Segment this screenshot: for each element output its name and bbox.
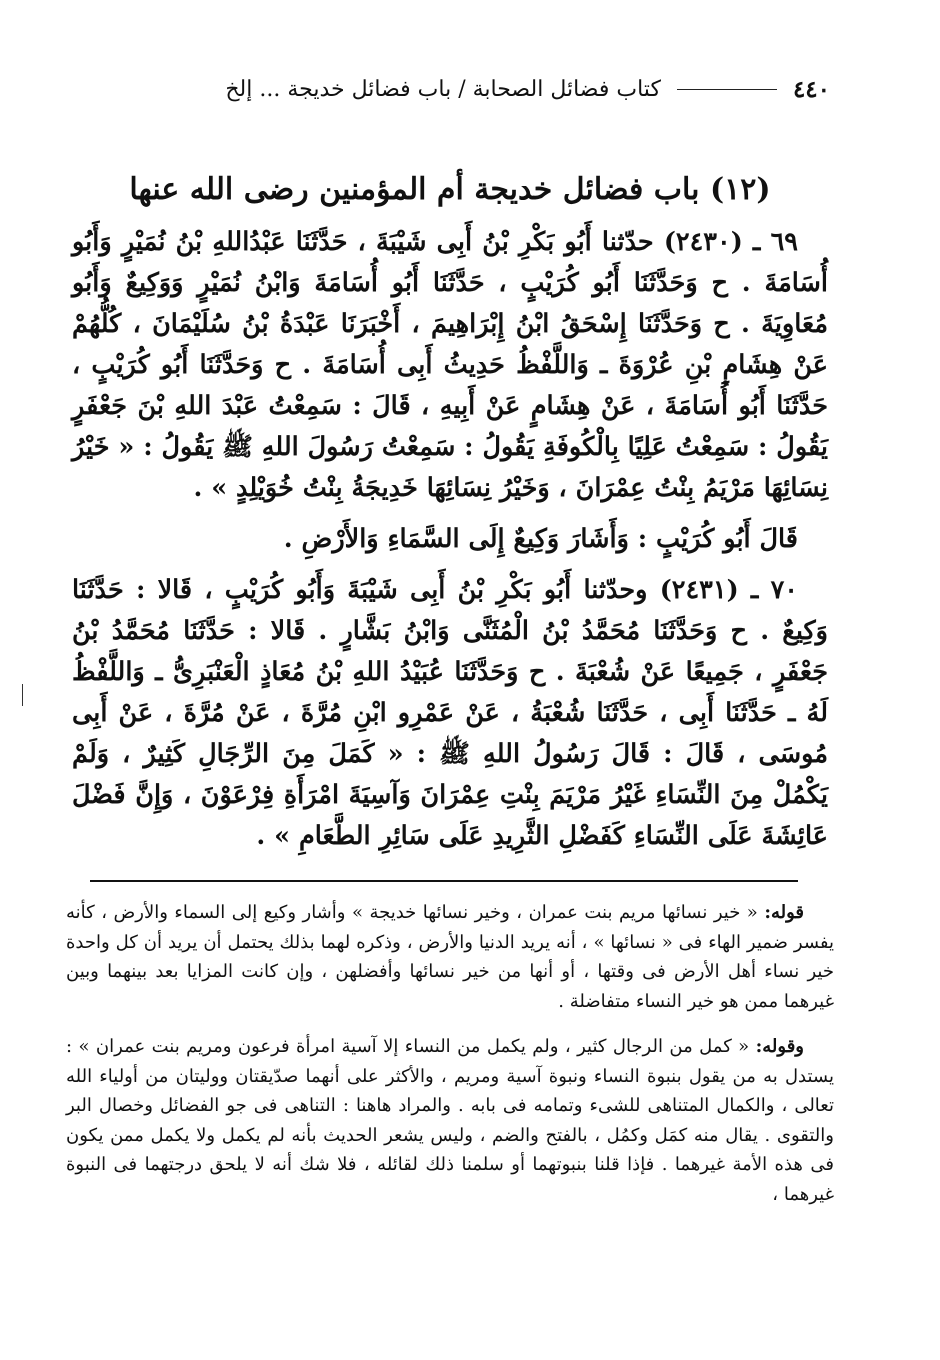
commentary bbox=[66, 898, 834, 1209]
running-header bbox=[32, 72, 830, 106]
commentary-text: « كمل من الرجال كثير ، ولم يكمل من النساء إلا آسية امرأة فرعون ومريم بنت عمران » : يستدل به من يقول بنبوة النساء ونبوة آسية ومريم ، والأكثر على أنهما صدّيقتان ووليتان من أولياء الله تعالى ، والكمال المتناهى للشىء وتمامه فى بابه . والمراد هاهنا : التناهى فى جو الفضائل وخصال البر والتقوى . يقال منه كمَل وكمُل ، بالفتح والضم ، وليس يشعر الحديث بأنه لم يكمل ولا يكمل ممن يكون فى هذه الأمة غيرهما . فإذا قلنا بنبوتهما أو سلمنا ذلك لقائله ، فلا شك أنه لا يلحق درجتهما فى النبوة غيرهما ، bbox=[66, 1036, 834, 1205]
hadith-text bbox=[72, 222, 828, 857]
commentary-paragraph bbox=[66, 898, 834, 1016]
commentary-lead: وقوله: bbox=[755, 1036, 804, 1057]
header-rule bbox=[677, 89, 777, 90]
running-title: كتاب فضائل الصحابة / باب فضائل خديجة ... إلخ bbox=[225, 76, 661, 102]
footnote-divider bbox=[90, 880, 798, 882]
commentary-text: « خير نسائها مريم بنت عمران ، وخير نسائها خديجة » وأشار وكيع إلى السماء والأرض ، كأنه يفسر ضمير الهاء فى « نسائها » ، أنه يريد الدنيا والأرض ، وذكره لهما بذلك يحتمل أن يريد أن كل واحدة خير نساء أهل الأرض فى وقتها ، أو أنها من خير نسائها وأفضلهن ، وإن كانت المزايا بعد بينهما وبين غيرهما ممن هو خير النساء متفاضلة . bbox=[66, 902, 834, 1012]
scan-margin-mark bbox=[22, 684, 23, 706]
commentary-lead: قوله: bbox=[764, 902, 804, 923]
page-number: ٤٤٠ bbox=[792, 75, 830, 103]
chapter-heading: (١٢) باب فضائل خديجة أم المؤمنين رضى الله عنها bbox=[129, 172, 771, 207]
hadith-69-note: قَالَ أَبُو كُرَيْبٍ : وَأَشَارَ وَكِيعٌ إِلَى السَّمَاءِ وَالأَرْضِ . bbox=[283, 524, 798, 554]
hadith-69: ٦٩ ـ (٢٤٣٠) حدّثنا أَبُو بَكْرِ بْنُ أَبِى شَيْبَةَ ، حَدَّثَنَا عَبْدُاللهِ بْنُ نُمَيْرٍ وَأَبُو أُسَامَةَ . ح وَحَدَّثَنَا أَبُو كُرَيْبٍ ، حَدَّثَنَا أَبُو أُسَامَةَ وَابْنُ نُمَيْرٍ وَوَكِيعٌ وَأَبُو مُعَاوِيَةَ . ح وَحَدَّثَنَا إِسْحَقُ ابْنُ إِبْرَاهِيمَ ، أَخْبَرَنَا عَبْدَةُ بْنُ سُلَيْمَانَ ، كُلُّهُمْ عَنْ هِشَامِ بْنِ عُرْوَةَ ـ وَاللَّفْظُ حَدِيثُ أَبِى أُسَامَةَ . ح وَحَدَّثَنَا أَبُو كُرَيْبٍ ، حَدَّثَنَا أَبُو أُسَامَةَ ، عَنْ هِشَامٍ عَنْ أَبِيهِ ، قَالَ : سَمِعْتُ عَبْدَ اللهِ بْنَ جَعْفَرٍ يَقُولُ : سَمِعْتُ عَلِيًا بِالْكُوفَةِ يَقُولُ : سَمِعْتُ رَسُولَ اللهِ ﷺ يَقُولُ : « خَيْرُ نِسَائِهَا مَرْيَمُ بِنْتُ عِمْرَانَ ، وَخَيْرُ نِسَائِهَا خَدِيجَةُ بِنْتُ خُوَيْلِدٍ » . bbox=[71, 227, 828, 503]
hadith-70: ٧٠ ـ (٢٤٣١) وحدّثنا أَبُو بَكْرِ بْنُ أَبِى شَيْبَةَ وَأَبُو كُرَيْبٍ ، قَالا : حَدَّثَنَا وَكِيعٌ . ح وَحَدَّثَنَا مُحَمَّدُ بْنُ الْمُثَنَّى وَابْنُ بَشَّارٍ . قَالا : حَدَّثَنَا مُحَمَّدُ بْنُ جَعْفَرٍ ، جَمِيعًا عَنْ شُعْبَةَ . ح وَحَدَّثَنَا عُبَيْدُ اللهِ بْنُ مُعَاذٍ الْعَنْبَرِىُّ ـ وَاللَّفْظُ لَهُ ـ حَدَّثَنَا أَبِى ، حَدَّثَنَا شُعْبَةُ ، عَنْ عَمْرِو ابْنِ مُرَّةَ ، عَنْ مُرَّةَ ، عَنْ أَبِى مُوسَى ، قَالَ : قَالَ رَسُولُ اللهِ ﷺ : « كَمَلَ مِنَ الرِّجَالِ كَثِيرٌ ، وَلَمْ يَكْمُلْ مِنَ النِّسَاءِ غَيْرُ مَرْيَمَ بِنْتِ عِمْرَانَ وَآسِيَةَ امْرَأَةِ فِرْعَوْنَ ، وَإِنَّ فَضْلَ عَائِشَةَ عَلَى النِّسَاءِ كَفَضْلِ الثَّرِيدِ عَلَى سَائِرِ الطَّعَامِ » . bbox=[72, 575, 828, 851]
commentary-paragraph bbox=[66, 1032, 834, 1209]
